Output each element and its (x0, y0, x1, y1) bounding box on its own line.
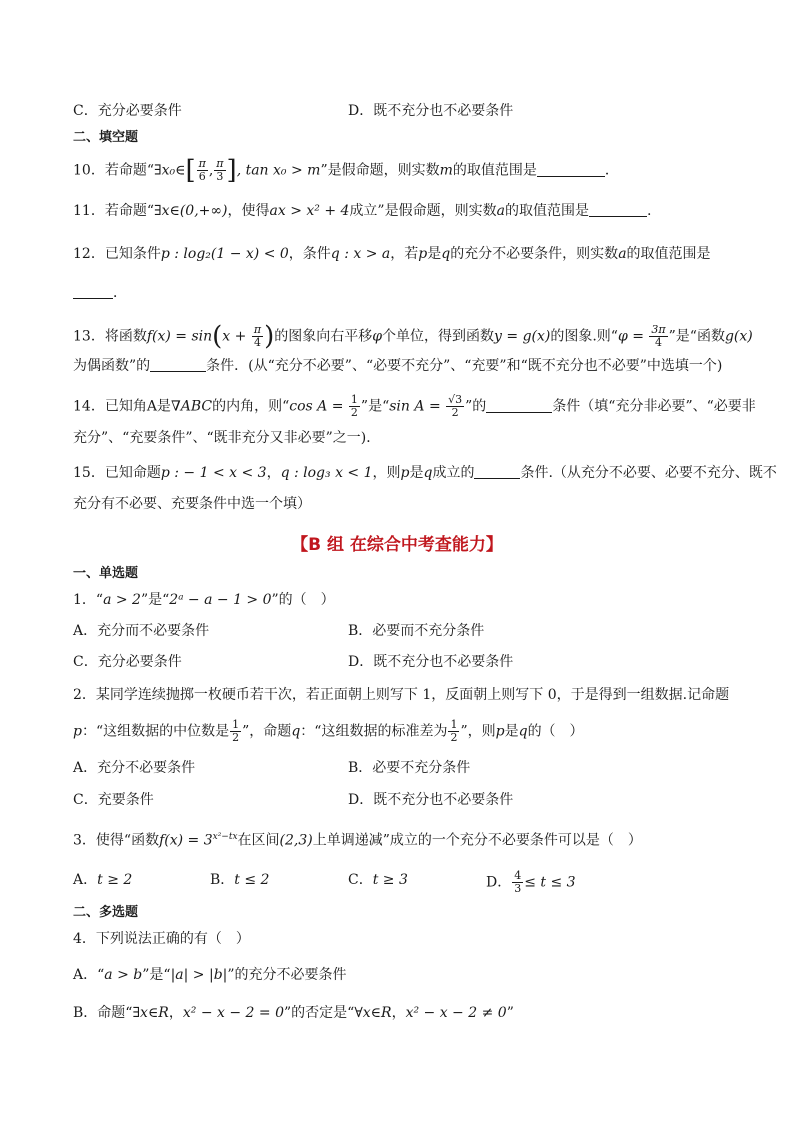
b4-option-a[interactable]: A．“a > b”是“|a| > |b|”的充分不必要条件 (73, 967, 347, 983)
question-10: 10．若命题“∃x₀∈[ $\frac{\pi}{6}$ , $\frac{\pi}{3}$ ], tan x₀ > m”是假命题，则实数m的取值范围是 ． (73, 155, 619, 186)
b3-option-a[interactable]: A．t ≥ 2 (73, 872, 133, 888)
option-d-prev: D．既不充分也不必要条件 (348, 103, 514, 119)
question-14-cont: 充分”、“充要条件”、“既非充分又非必要”之一)． (73, 430, 381, 446)
answer-blank-10[interactable] (537, 162, 605, 177)
option-c-prev: C．充分必要条件 (73, 103, 182, 119)
question-12-cont: ． (73, 283, 734, 303)
answer-blank-15[interactable] (474, 464, 520, 479)
answer-blank-14[interactable] (486, 398, 552, 413)
answer-blank-11[interactable] (589, 202, 647, 217)
answer-blank-13[interactable] (150, 357, 206, 372)
b1-option-d[interactable]: D．既不充分也不必要条件 (348, 654, 514, 670)
b1-option-b[interactable]: B．必要而不充分条件 (348, 623, 485, 639)
question-b2-cont: p：“这组数据的中位数是 $\frac{1}{2}$ ”，命题q：“这组数据的标准差为 $\frac{1}{2}$ ”，则p是q的（ ） (73, 718, 584, 744)
question-12: 12．已知条件p : log₂(1 − x) < 0，条件q : x > a，若p是q的充分不必要条件，则实数a的取值范围是 (73, 246, 711, 262)
section-fill-blank: 二、填空题 (73, 130, 139, 145)
b4-option-b[interactable]: B．命题“∃x∈R，x² − x − 2 = 0”的否定是“∀x∈R，x² − x − 2 ≠ 0” (73, 1005, 514, 1021)
b1-option-a[interactable]: A．充分而不必要条件 (73, 623, 210, 639)
question-13: 13．将函数f(x) = sin(x + $\frac{\pi}{4}$ )的图象向右平移φ个单位，得到函数y = g(x)的图象.则“φ = $\frac{3\pi}{4}$ ”是“函数g(x) (73, 321, 753, 352)
b2-option-b[interactable]: B．必要不充分条件 (348, 760, 471, 776)
question-14: 14．已知角A是∇ABC的内角，则“cos A = $\frac{1}{2}$ ”是“sin A = $\frac{√3}{2}$ ”的 条件（填“充分非必要”、“必要非 (73, 393, 756, 419)
b2-option-c[interactable]: C．充要条件 (73, 792, 154, 808)
question-b4: 4．下列说法正确的有（ ） (73, 931, 250, 947)
question-15: 15．已知命题p : − 1 < x < 3，q : log₃ x < 1，则p是q成立的 条件.（从充分不必要、必要不充分、既不 (73, 465, 777, 481)
question-b1: 1．“a > 2”是“2ᵃ − a − 1 > 0”的（ ） (73, 592, 335, 608)
b1-option-c[interactable]: C．充分必要条件 (73, 654, 182, 670)
b2-option-a[interactable]: A．充分不必要条件 (73, 760, 196, 776)
answer-blank-12[interactable] (73, 284, 113, 299)
question-13-cont: 为偶函数”的 条件．(从“充分不必要”、“必要不充分”、“充要”和“既不充分也不必要”中选填一个) (73, 358, 723, 374)
section-multi-choice: 二、多选题 (73, 905, 139, 920)
question-b3: 3．使得“函数$f(x) = 3^{x^2-tx}$在区间(2,3)上单调递减”成立的一个充分不必要条件可以是（ ） (73, 832, 642, 849)
question-11: 11．若命题“∃x∈(0,+∞)，使得ax > x² + 4成立”是假命题，则实数a的取值范围是 . (73, 203, 652, 219)
b3-option-c[interactable]: C．t ≥ 3 (348, 872, 408, 888)
b3-option-d[interactable]: D． $\frac{4}{3}$ ≤ t ≤ 3 (486, 869, 576, 895)
section-single-choice: 一、单选题 (73, 566, 139, 581)
question-15-cont: 充分有不必要、充要条件中选一个填） (73, 496, 311, 512)
question-b2: 2．某同学连续抛掷一枚硬币若干次，若正面朝上则写下 1，反面朝上则写下 0，于是得到一组数据.记命题 (73, 687, 730, 703)
b2-option-d[interactable]: D．既不充分也不必要条件 (348, 792, 514, 808)
group-b-title: 【B 组 在综合中考查能力】 (291, 535, 503, 555)
b3-option-b[interactable]: B．t ≤ 2 (210, 872, 270, 888)
